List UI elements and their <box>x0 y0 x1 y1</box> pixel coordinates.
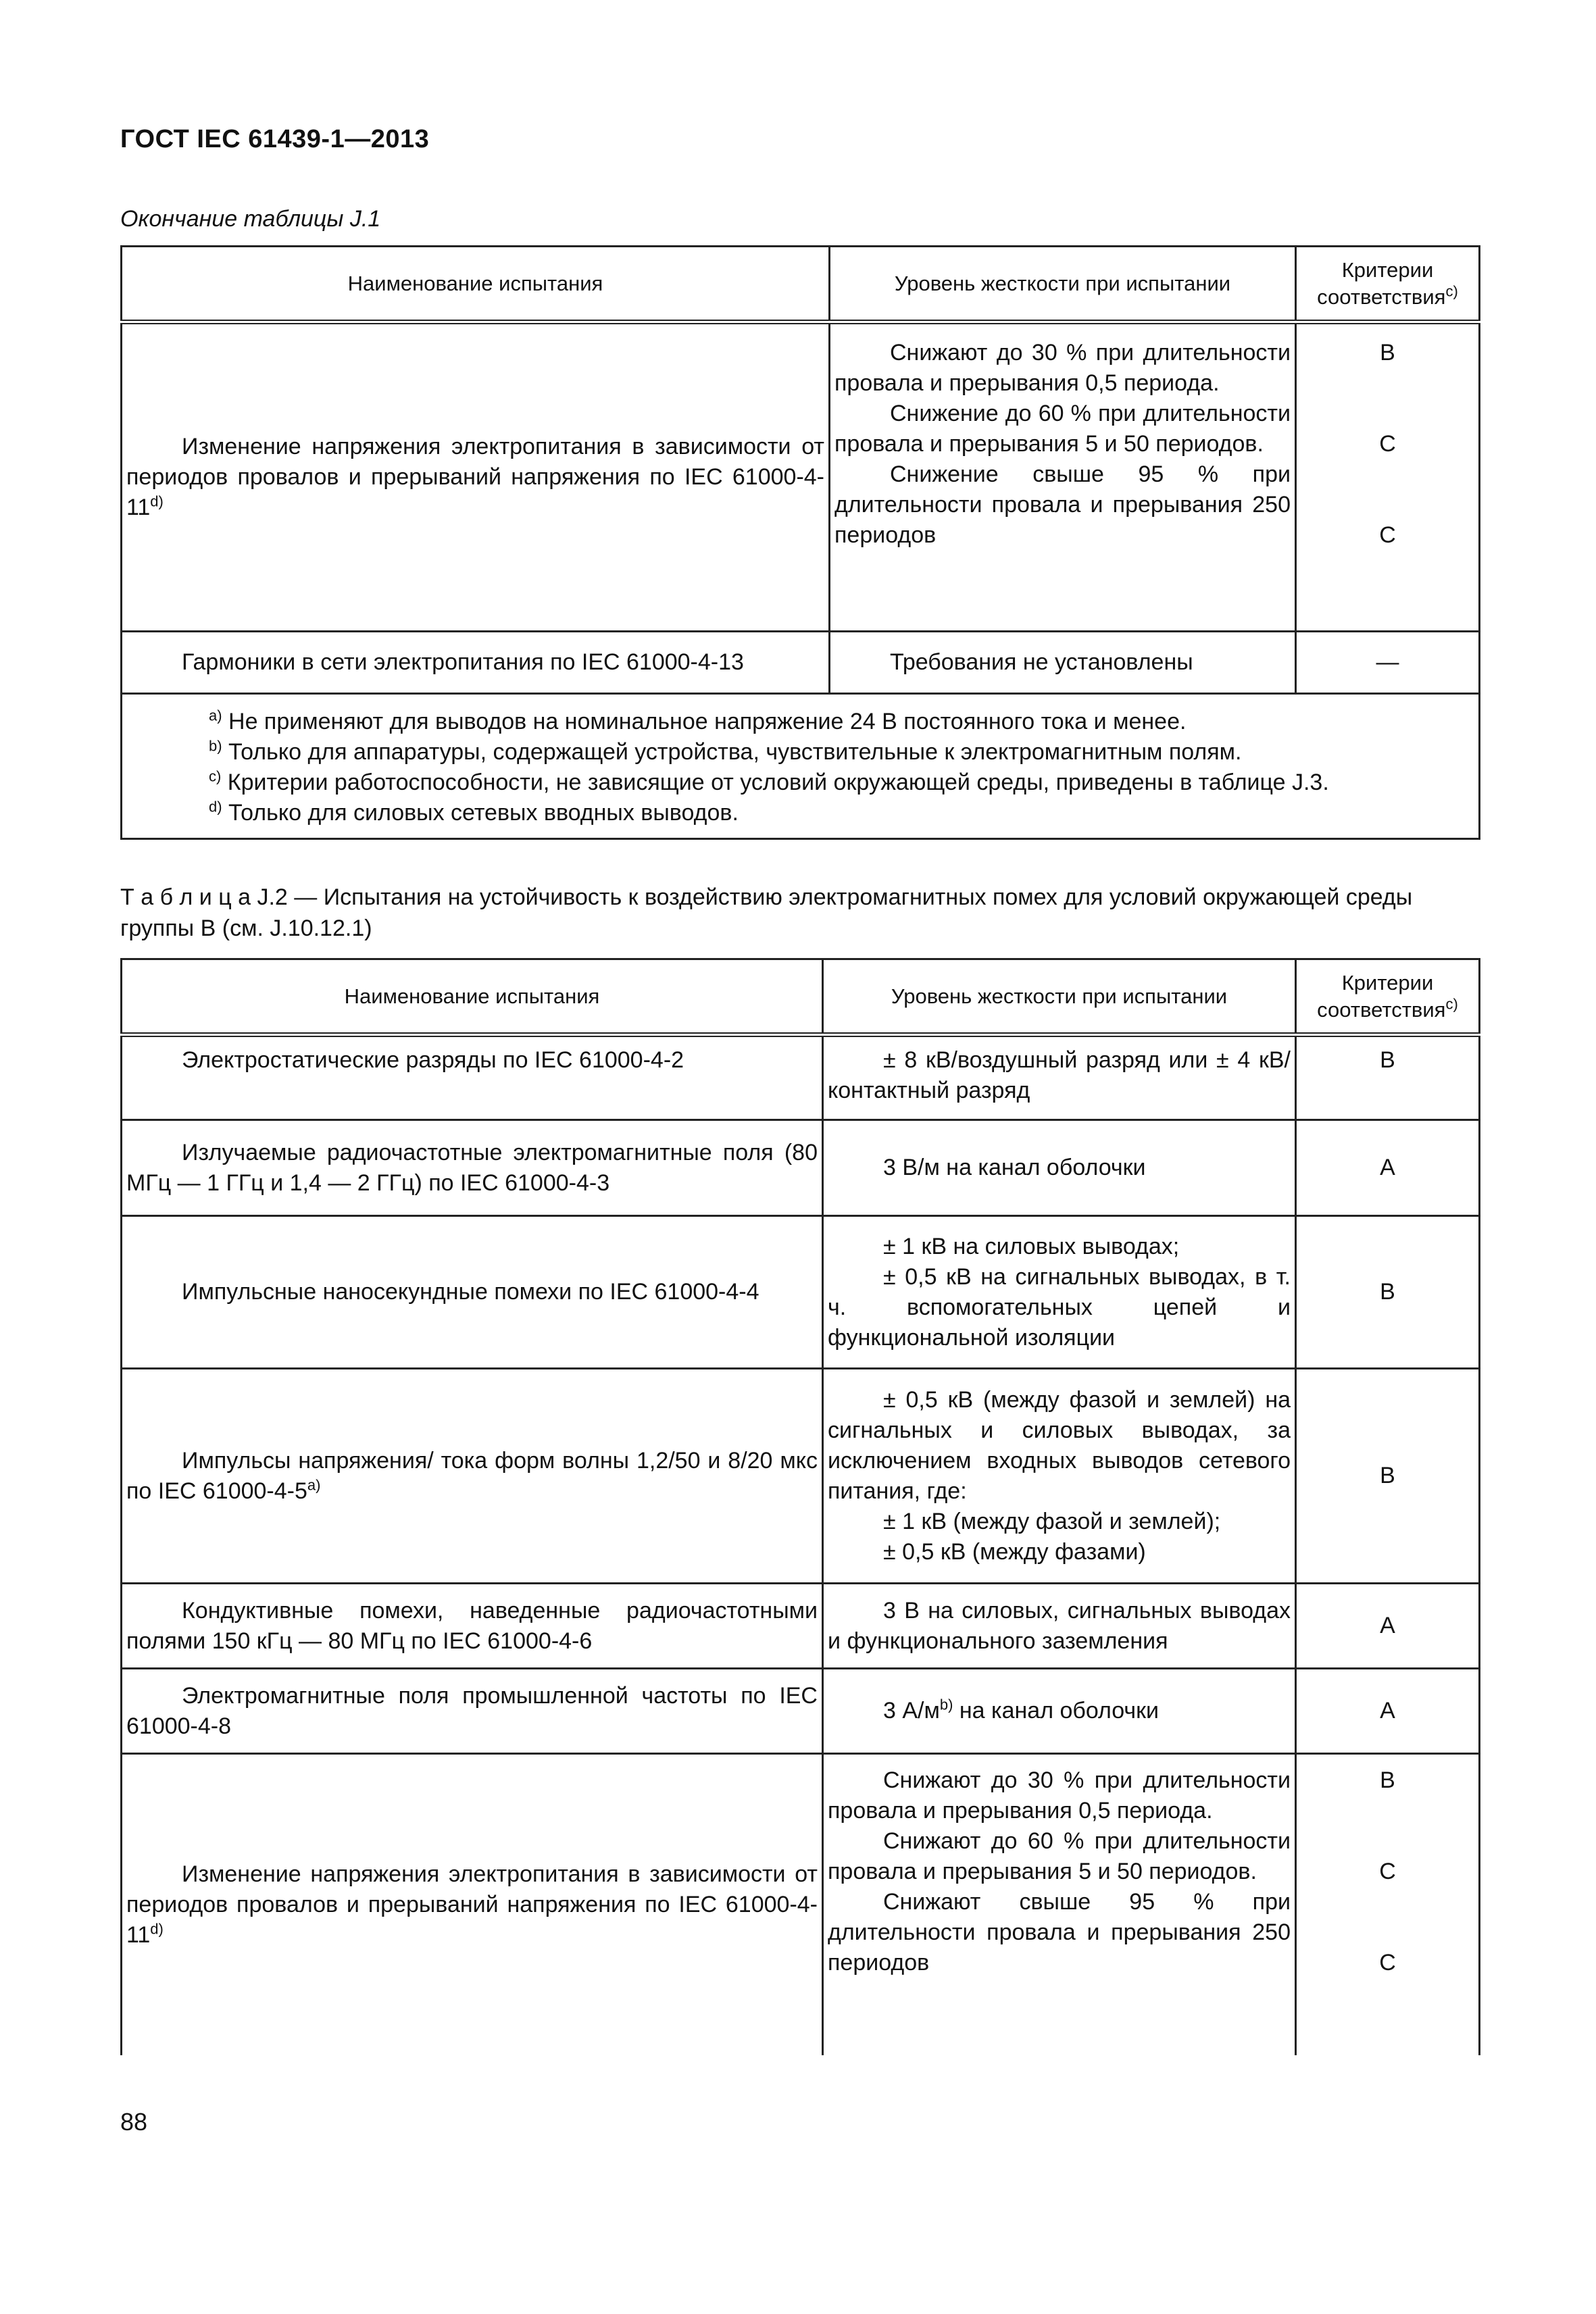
footnote: $^{b)}$ Только для аппаратуры, содержащей устройства, чувствительные к электромагнитным полям. <box>209 737 1242 765</box>
table-j1 <box>120 245 1480 840</box>
footnote: $^{a)}$ Не применяют для выводов на номинальное напряжение 24 В постоянного тока и менее. <box>209 707 1187 734</box>
criteria-cell: B <box>1296 1369 1480 1584</box>
test-level-cell: 3 $А/м^{b)}$ на канал оболочки <box>823 1669 1296 1754</box>
test-name-cell: Изменение напряжения электропитания в зависимости от периодов провалов и прерываний напряжения по IEC 61000-4-11$^{d)}$ <box>122 322 830 632</box>
test-level-cell: Снижают до 30 % при длительности провала и прерывания 0,5 периода. Снижение до 60 % при длительности провала и прерывания 5 и 50 периодов. Снижение свыше 95 % при длительности провала и прерывания 250 периодов <box>830 322 1296 632</box>
test-level-cell: ± 0,5 кВ (между фазой и землей) на сигнальных и силовых выводах, за исключением входных выводов сетевого питания, где: ± 1 кВ (между фазой и землей); ± 0,5 кВ (между фазами) <box>823 1369 1296 1584</box>
test-name-cell: Импульсные наносекундные помехи по IEC 61000-4-4 <box>122 1216 823 1369</box>
criteria-cell: B C C <box>1296 322 1480 632</box>
col-header-level: Уровень жесткости при испытании <box>830 247 1296 322</box>
table-row <box>122 1669 1480 1754</box>
col-header-name: Наименование испытания <box>122 247 830 322</box>
criteria-cell: A <box>1296 1669 1480 1754</box>
test-name-cell: Электромагнитные поля промышленной частоты по IEC 61000-4-8 <box>122 1669 823 1754</box>
col-header-criteria: Критерии соответствия$^{c)}$ <box>1296 959 1480 1035</box>
col-header-name: Наименование испытания <box>122 959 823 1035</box>
table-row <box>122 322 1480 632</box>
col-header-level: Уровень жесткости при испытании <box>823 959 1296 1035</box>
criteria-cell: A <box>1296 1584 1480 1669</box>
test-level-cell: ± 8 кВ/воздушный разряд или ± 4 кВ/ контактный разряд <box>823 1035 1296 1120</box>
footnote: $^{d)}$ Только для силовых сетевых вводных выводов. <box>209 798 739 826</box>
footnotes <box>122 694 1480 839</box>
test-name-cell: Электростатические разряды по IEC 61000-4-2 <box>122 1035 823 1120</box>
test-name-cell: Изменение напряжения электропитания в зависимости от периодов провалов и прерываний напряжения по IEC 61000-4-11$^{d)}$ <box>122 1754 823 2055</box>
table-j2 <box>120 958 1480 2055</box>
table-row <box>122 1120 1480 1216</box>
test-level-cell: 3 В на силовых, сигнальных выводах и функционального заземления <box>823 1584 1296 1669</box>
criteria-cell: B C C <box>1296 1754 1480 2055</box>
table-header-row <box>122 247 1480 322</box>
criteria-cell: B <box>1296 1216 1480 1369</box>
table-row <box>122 1035 1480 1120</box>
test-name-cell: Кондуктивные помехи, наведенные радиочастотными полями 150 кГц — 80 МГц по IEC 61000-4-6 <box>122 1584 823 1669</box>
table-row <box>122 632 1480 694</box>
test-name-cell: Гармоники в сети электропитания по IEC 61000-4-13 <box>122 632 830 694</box>
table-row <box>122 1754 1480 2055</box>
test-level-cell: ± 1 кВ на силовых выводах; ± 0,5 кВ на сигнальных выводах, в т. ч. вспомогательных цепей и функциональной изоляции <box>823 1216 1296 1369</box>
criteria-cell: B <box>1296 1035 1480 1120</box>
test-name-cell: Излучаемые радиочастотные электромагнитные поля (80 МГц — 1 ГГц и 1,4 — 2 ГГц) по IEC 61000-4-3 <box>122 1120 823 1216</box>
criteria-cell: — <box>1296 632 1480 694</box>
table-caption: Т а б л и ц а J.2 — Испытания на устойчивость к воздействию электромагнитных помех для условий окружающей среды группы B (см. J.10.12.1) <box>120 884 1413 941</box>
test-name-cell: Импульсы напряжения/ тока форм волны 1,2/50 и 8/20 мкс по IEC 61000-4-5$^{a)}$ <box>122 1369 823 1584</box>
table-row <box>122 1216 1480 1369</box>
footnote: $^{c)}$ Критерии работоспособности, не зависящие от условий окружающей среды, приведены в таблице J.3. <box>209 768 1329 795</box>
table-row <box>122 1584 1480 1669</box>
table-row <box>122 1369 1480 1584</box>
table-header-row <box>122 959 1480 1035</box>
document-code: ГОСТ IEC 61439-1—2013 <box>120 125 430 153</box>
criteria-cell: A <box>1296 1120 1480 1216</box>
page-number: 88 <box>120 2108 148 2136</box>
test-level-cell: Снижают до 30 % при длительности провала и прерывания 0,5 периода. Снижают до 60 % при длительности провала и прерывания 5 и 50 периодов. Снижают свыше 95 % при длительности провала и прерывания 250 периодов <box>823 1754 1296 2055</box>
col-header-criteria: Критерии соответствия$^{c)}$ <box>1296 247 1480 322</box>
table-continuation-caption: Окончание таблицы J.1 <box>120 206 381 232</box>
footnotes-row <box>122 694 1480 839</box>
test-level-cell: Требования не установлены <box>830 632 1296 694</box>
test-level-cell: 3 В/м на канал оболочки <box>823 1120 1296 1216</box>
